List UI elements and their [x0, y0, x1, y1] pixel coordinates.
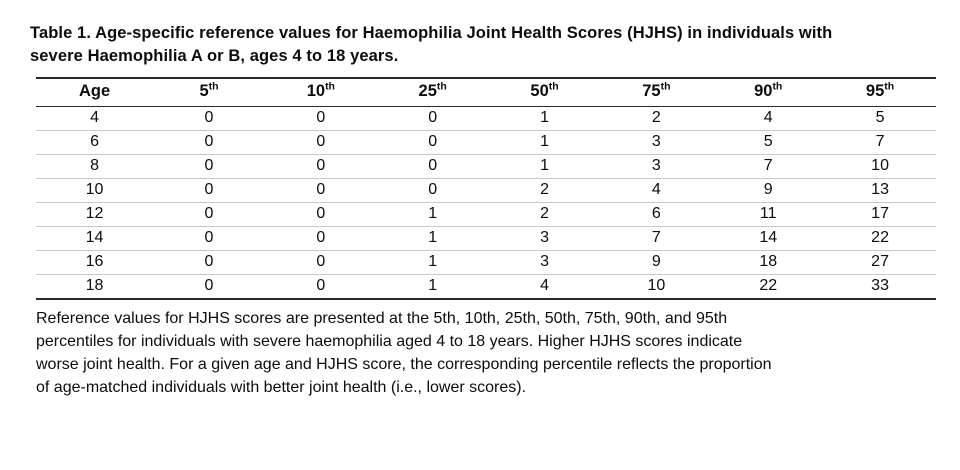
header-sup-p75: th	[660, 80, 671, 93]
cell-p95: 22	[824, 226, 936, 250]
footnote-line-3: worse joint health. For a given age and HJHS score, the corresponding percentile reflects the proportion	[36, 356, 772, 374]
cell-p95: 27	[824, 250, 936, 274]
header-label-age: Age	[78, 81, 111, 100]
header-sup-p50: th	[548, 80, 559, 93]
caption-line-2: severe Haemophilia A or B, ages 4 to 18 years.	[30, 47, 399, 66]
header-sup-p95: th	[884, 80, 895, 93]
cell-p25: 1	[377, 226, 489, 250]
cell-p75: 4	[600, 178, 712, 202]
cell-age: 8	[36, 154, 153, 178]
cell-p10: 0	[265, 130, 377, 154]
cell-p90: 4	[712, 106, 824, 130]
table-row	[36, 250, 936, 274]
cell-p5: 0	[153, 154, 265, 178]
table-header-row	[36, 78, 936, 107]
cell-p90: 9	[712, 178, 824, 202]
cell-p95: 17	[824, 202, 936, 226]
cell-p95: 33	[824, 274, 936, 299]
cell-p90: 7	[712, 154, 824, 178]
cell-p50: 4	[489, 274, 601, 299]
cell-p75: 10	[600, 274, 712, 299]
cell-age: 10	[36, 178, 153, 202]
column-header-p5	[153, 78, 265, 107]
cell-age: 4	[36, 106, 153, 130]
cell-p10: 0	[265, 202, 377, 226]
cell-p75: 3	[600, 154, 712, 178]
cell-p5: 0	[153, 274, 265, 299]
cell-p50: 2	[489, 202, 601, 226]
cell-p10: 0	[265, 274, 377, 299]
cell-age: 18	[36, 274, 153, 299]
cell-p95: 5	[824, 106, 936, 130]
header-sup-p90: th	[772, 80, 783, 93]
cell-p10: 0	[265, 178, 377, 202]
column-header-p10	[265, 78, 377, 107]
table-row	[36, 274, 936, 299]
caption-line-1: Table 1. Age-specific reference values for Haemophilia Joint Health Scores (HJHS) in individuals with	[30, 24, 833, 42]
cell-p25: 1	[377, 274, 489, 299]
footnote-line-4: of age-matched individuals with better joint health (i.e., lower scores).	[36, 379, 527, 397]
cell-p25: 1	[377, 250, 489, 274]
cell-age: 12	[36, 202, 153, 226]
cell-p50: 1	[489, 130, 601, 154]
cell-p50: 1	[489, 154, 601, 178]
header-label-p25: 25	[418, 81, 437, 100]
cell-p75: 6	[600, 202, 712, 226]
column-header-p25	[377, 78, 489, 107]
table-row	[36, 106, 936, 130]
header-sup-p5: th	[208, 80, 219, 93]
table-row	[36, 178, 936, 202]
cell-p5: 0	[153, 130, 265, 154]
cell-p5: 0	[153, 250, 265, 274]
cell-age: 14	[36, 226, 153, 250]
header-label-p10: 10	[306, 81, 326, 100]
header-label-p75: 75	[642, 81, 661, 100]
cell-p5: 0	[153, 202, 265, 226]
header-label-p5: 5	[199, 81, 209, 100]
cell-p25: 0	[377, 154, 489, 178]
footnote-line-2: percentiles for individuals with severe haemophilia aged 4 to 18 years. Higher HJHS scores indicate	[36, 333, 743, 351]
cell-p25: 0	[377, 130, 489, 154]
cell-p10: 0	[265, 106, 377, 130]
column-header-age	[36, 78, 153, 107]
header-label-p50: 50	[530, 81, 549, 100]
table-caption	[30, 22, 920, 69]
cell-age: 6	[36, 130, 153, 154]
cell-age: 16	[36, 250, 153, 274]
cell-p75: 3	[600, 130, 712, 154]
header-sup-p25: th	[436, 80, 447, 93]
cell-p75: 9	[600, 250, 712, 274]
cell-p90: 5	[712, 130, 824, 154]
cell-p95: 7	[824, 130, 936, 154]
cell-p50: 2	[489, 178, 601, 202]
cell-p90: 18	[712, 250, 824, 274]
cell-p90: 22	[712, 274, 824, 299]
cell-p95: 13	[824, 178, 936, 202]
cell-p75: 7	[600, 226, 712, 250]
cell-p75: 2	[600, 106, 712, 130]
hjhs-reference-table	[36, 77, 936, 300]
column-header-p95	[824, 78, 936, 107]
cell-p5: 0	[153, 226, 265, 250]
header-label-p90: 90	[754, 81, 773, 100]
cell-p90: 14	[712, 226, 824, 250]
table-row	[36, 202, 936, 226]
cell-p25: 0	[377, 106, 489, 130]
cell-p95: 10	[824, 154, 936, 178]
column-header-p75	[600, 78, 712, 107]
header-sup-p10: th	[325, 80, 335, 93]
cell-p90: 11	[712, 202, 824, 226]
cell-p10: 0	[265, 154, 377, 178]
footnote-line-1: Reference values for HJHS scores are presented at the 5th, 10th, 25th, 50th, 75th, 90th, and 95th	[36, 309, 728, 327]
table-row	[36, 130, 936, 154]
column-header-p50	[489, 78, 601, 107]
cell-p10: 0	[265, 226, 377, 250]
table-footnote	[36, 307, 936, 400]
cell-p50: 3	[489, 226, 601, 250]
cell-p50: 1	[489, 106, 601, 130]
table-row	[36, 154, 936, 178]
cell-p5: 0	[153, 178, 265, 202]
cell-p50: 3	[489, 250, 601, 274]
cell-p10: 0	[265, 250, 377, 274]
table-row	[36, 226, 936, 250]
column-header-p90	[712, 78, 824, 107]
cell-p25: 0	[377, 178, 489, 202]
cell-p5: 0	[153, 106, 265, 130]
cell-p25: 1	[377, 202, 489, 226]
header-label-p95: 95	[865, 81, 885, 100]
